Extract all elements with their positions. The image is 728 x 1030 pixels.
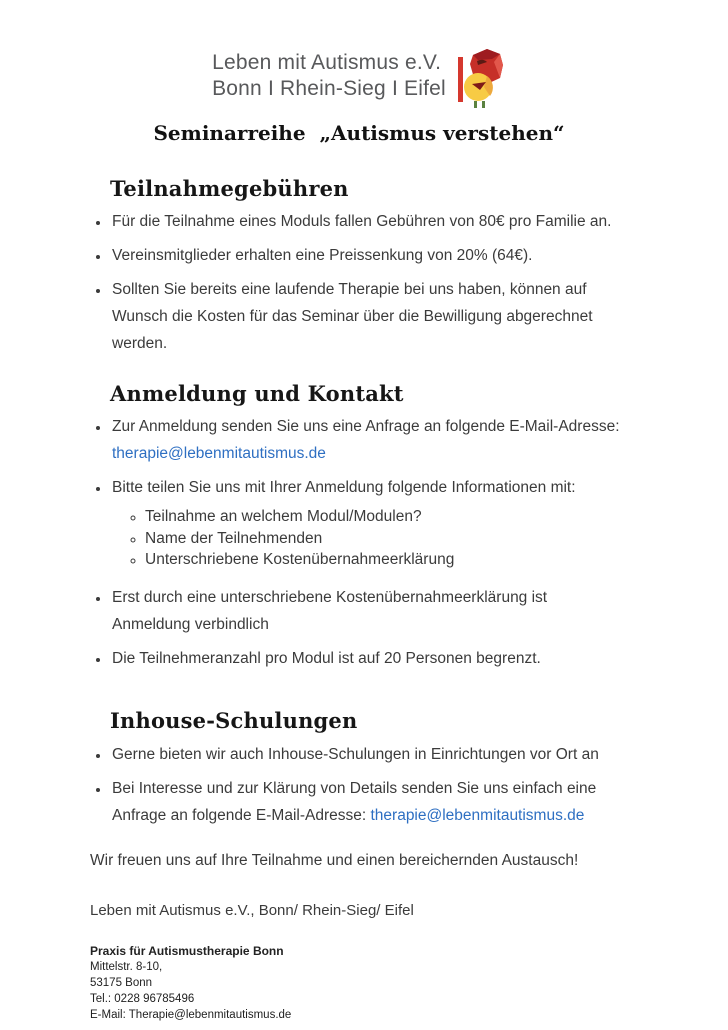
email-line: E-Mail: Therapie@lebenmitautismus.de xyxy=(90,1008,292,1021)
registration-info-intro: Bitte teilen Sie uns mit Ihrer Anmeldung folgende Informationen mit: xyxy=(112,479,576,496)
list-item xyxy=(110,474,628,571)
closing-text: Wir freuen uns auf Ihre Teilnahme und einen bereichernden Austausch! xyxy=(90,851,579,869)
list-item: • Die Teilnehmeranzahl pro Modul ist auf 20 Personen begrenzt. xyxy=(110,645,628,672)
inhouse-email-link[interactable]: therapie@lebenmitautismus.de xyxy=(370,806,585,824)
logo-line2: Bonn I Rhein-Sieg I Eifel xyxy=(212,77,446,100)
list-item: • Für die Teilnahme eines Moduls fallen Gebühren von 80€ pro Familie an. xyxy=(110,208,628,235)
list-item xyxy=(110,775,628,829)
logo xyxy=(90,0,628,110)
list-item: ◦ Teilnahme an welchem Modul/Modulen? xyxy=(145,506,628,528)
registration-sub-list xyxy=(112,506,628,571)
list-item: • Sollten Sie bereits eine laufende Therapie bei uns haben, können auf Wunsch die Kosten für das Seminar über die Bewilligung abgerechnet werden. xyxy=(110,276,628,357)
list-item xyxy=(110,413,628,467)
phone-line: Tel.: 0228 96785496 xyxy=(90,992,195,1005)
logo-text xyxy=(212,50,446,102)
address-city: 53175 Bonn xyxy=(90,976,153,989)
fees-bullet-list xyxy=(90,208,628,357)
inhouse-heading: Inhouse-Schulungen xyxy=(110,707,358,733)
inhouse-contact-text: Bei Interesse und zur Klärung von Details senden Sie uns einfach eine Anfrage an folgende E-Mail-Adresse: xyxy=(112,779,597,824)
list-item: • Erst durch eine unterschriebene Kostenübernahmeerklärung ist Anmeldung verbindlich xyxy=(110,584,628,638)
organization-line: Leben mit Autismus e.V., Bonn/ Rhein-Sieg/ Eifel xyxy=(90,901,414,919)
logo-line1: Leben mit Autismus e.V. xyxy=(212,51,442,74)
practice-name: Praxis für Autismustherapie Bonn xyxy=(90,943,284,958)
registration-bullet-list xyxy=(90,413,628,672)
fees-heading: Teilnahmegebühren xyxy=(110,176,349,201)
registration-email-intro: Zur Anmeldung senden Sie uns eine Anfrage an folgende E-Mail-Adresse: xyxy=(112,418,620,435)
address-street: Mittelstr. 8-10, xyxy=(90,960,163,973)
list-item: ◦ Name der Teilnehmenden xyxy=(145,528,628,550)
registration-email-link[interactable]: therapie@lebenmitautismus.de xyxy=(112,445,326,462)
registration-heading: Anmeldung und Kontakt xyxy=(110,381,404,406)
footer-address-block xyxy=(90,943,628,1023)
list-item: • Gerne bieten wir auch Inhouse-Schulungen in Einrichtungen vor Ort an xyxy=(110,741,628,768)
inhouse-bullet-list xyxy=(90,741,628,829)
bird-logo-icon xyxy=(456,48,506,110)
list-item: • Vereinsmitglieder erhalten eine Preissenkung von 20% (64€). xyxy=(110,242,628,269)
page-title: Seminarreihe „Autismus verstehen“ xyxy=(153,121,565,145)
list-item: ◦ Unterschriebene Kostenübernahmeerklärung xyxy=(145,549,628,571)
